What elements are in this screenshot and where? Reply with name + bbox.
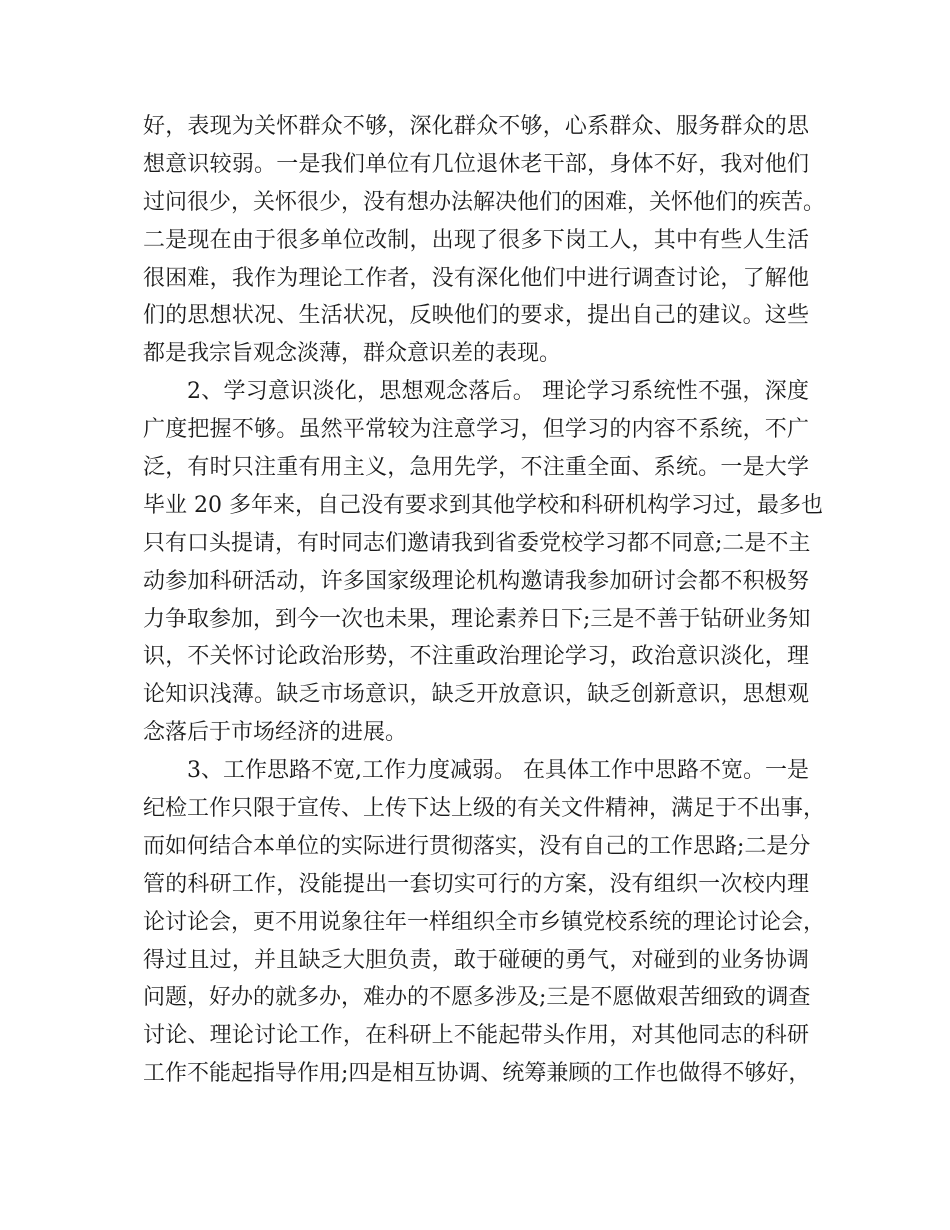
paragraph-1: [143, 108, 826, 373]
text-line: 问题，好办的就多办，难办的不愿多涉及;三是不愿做艰苦细致的调查: [143, 985, 811, 1011]
paragraph-2: [143, 373, 823, 752]
paragraph-heading-line: 3、工作思路不宽,工作力度减弱。 在具体工作中思路不宽。一是: [187, 758, 809, 784]
text-line: 纪检工作只限于宣传、上传下达上级的有关文件精神，满足于不出事，: [143, 796, 826, 822]
text-line: 很困难，我作为理论工作者，没有深化他们中进行调查讨论，了解他: [143, 265, 809, 291]
text-line: 管的科研工作，没能提出一套切实可行的方案，没有组织一次校内理: [143, 871, 809, 897]
text-line: 好，表现为关怀群众不够，深化群众不够，心系群众、服务群众的思: [143, 114, 809, 139]
text-line: 们的思想状况、生活状况，反映他们的要求，提出自己的建议。这些: [143, 303, 809, 329]
text-line: 论知识浅薄。缺乏市场意识，缺乏开放意识，缺乏创新意识，思想观: [143, 682, 809, 708]
text-line: 毕业 20 多年来，自己没有要求到其他学校和科研机构学习过，最多也: [143, 492, 823, 518]
text-line: 论讨论会，更不用说象往年一样组织全市乡镇党校系统的理论讨论会，: [143, 909, 826, 935]
text-line: 动参加科研活动，许多国家级理论机构邀请我参加研讨会都不积极努: [143, 568, 809, 594]
text-line: 二是现在由于很多单位改制，出现了很多下岗工人，其中有些人生活: [143, 227, 809, 253]
text-line: 过问很少，关怀很少，没有想办法解决他们的困难，关怀他们的疾苦。: [143, 189, 826, 215]
text-line: 识，不关怀讨论政治形势，不注重政治理论学习，政治意识淡化，理: [143, 644, 809, 670]
text-line: 力争取参加，到今一次也未果，理论素养日下;三是不善于钻研业务知: [143, 606, 811, 632]
paragraph-3: [143, 752, 826, 1093]
text-line: 讨论、理论讨论工作，在科研上不能起带头作用，对其他同志的科研: [143, 1023, 809, 1049]
text-line: 泛，有时只注重有用主义，急用先学，不注重全面、系统。一是大学: [143, 455, 809, 481]
text-line: 而如何结合本单位的实际进行贯彻落实，没有自己的工作思路;二是分: [143, 833, 811, 859]
document-body: [143, 108, 826, 1093]
text-line: 得过且过，并且缺乏大胆负责，敢于碰硬的勇气，对碰到的业务协调: [143, 947, 809, 973]
text-line: 念落后于市场经济的进展。: [143, 720, 408, 746]
text-line: 只有口头提请，有时同志们邀请我到省委党校学习都不同意;二是不主: [143, 530, 811, 556]
paragraph-heading-line: 2、学习意识淡化，思想观念落后。 理论学习系统性不强，深度: [187, 379, 809, 405]
text-line: 广度把握不够。虽然平常较为注意学习，但学习的内容不系统，不广: [143, 417, 809, 443]
text-line: 都是我宗旨观念淡薄，群众意识差的表现。: [143, 341, 562, 367]
text-line: 想意识较弱。一是我们单位有几位退休老干部，身体不好，我对他们: [143, 151, 809, 177]
text-line: 工作不能起指导作用;四是相互协调、统筹兼顾的工作也做得不够好，: [143, 1061, 811, 1087]
